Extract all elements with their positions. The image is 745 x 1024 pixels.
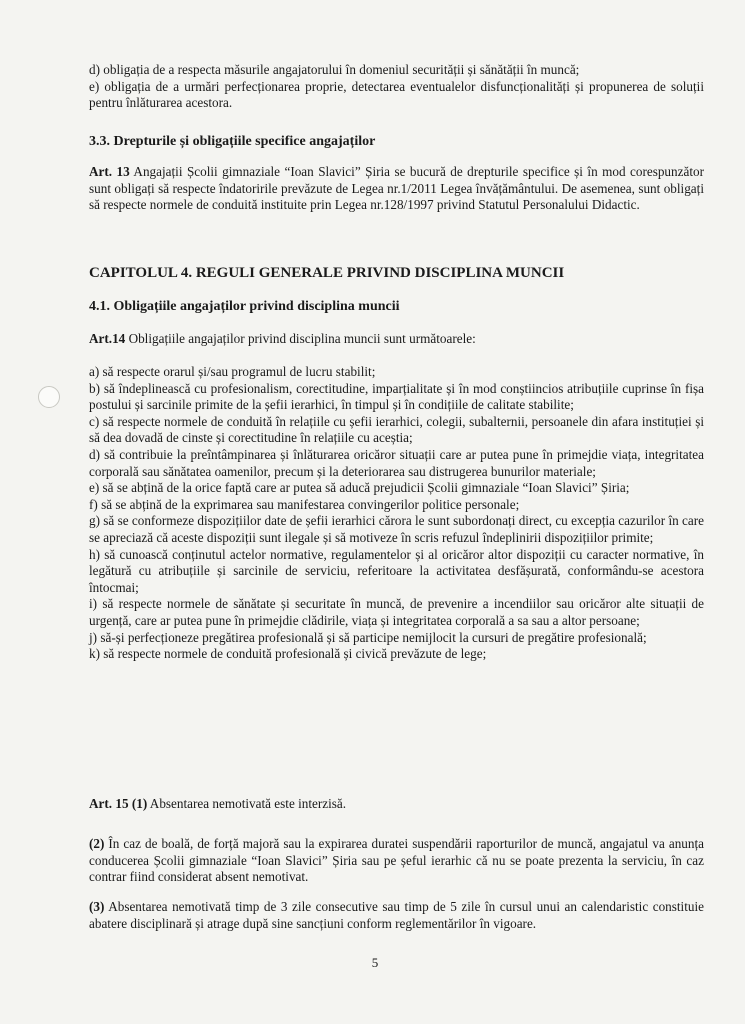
article-text: Angajații Școlii gimnaziale “Ioan Slavici” Șiria se bucură de drepturile specifice și în mod corespunzător sunt obligați să respecte îndatoririle prevăzute de Legea nr.1/2011 Legea învățământului. De asemenea, sunt obligați să respecte normele de conduită instituite prin Legea nr.128/1997 privind Statutul Personalului Didactic. [89, 164, 704, 213]
article-15-p3 [89, 899, 704, 932]
page-number: 5 [371, 955, 379, 970]
paragraph-label: (2) [89, 836, 105, 851]
article-text: Obligațiile angajaților privind disciplina muncii sunt următoarele: [125, 331, 476, 346]
paragraph-text: În caz de boală, de forță majoră sau la expirarea duratei suspendării raporturilor de muncă, angajatul va anunța conducerea Școlii gimnaziale “Ioan Slavici” Șiria sau pe șeful ierarhic că nu se poate prezenta la serviciu, în caz contrar fiind considerat absent nemotivat. [89, 836, 704, 885]
article-label: Art. 15 (1) [89, 796, 148, 811]
list-item: k) să respecte normele de conduită profesională și civică prevăzute de lege; [89, 646, 487, 662]
list-item: e) să se abțină de la orice faptă care ar putea să aducă prejudicii Școlii gimnaziale “Ioan Slavici” Șiria; [89, 480, 630, 496]
list-item: g) să se conformeze dispozițiilor date de șefii ierarhici cărora le sunt subordonați direct, cu excepția cazurilor în care se apreciază că aceste dispoziții sunt ilegale și să motiveze în scris refuzul îndeplinirii dispozițiilor primite; [89, 513, 704, 545]
list-item: f) să se abțină de la exprimarea sau manifestarea convingerilor politice personale; [89, 496, 520, 512]
article-14-intro [89, 331, 704, 348]
list-item: h) să cunoască conținutul actelor normative, regulamentelor și al oricăror altor dispoziții cu caracter normative, în legătură cu atribuțiile și sarcinile de serviciu, referitoare la activitatea desfășurată, conformându-se acestora întocmai; [89, 546, 704, 595]
list-item: j) să-și perfecționeze pregătirea profesională și să participe nemijlocit la cursuri de pregătire profesională; [89, 629, 647, 645]
section-4-1 [89, 298, 704, 315]
paragraph-label: (3) [89, 899, 105, 914]
article-15-p1 [89, 796, 704, 813]
list-item: c) să respecte normele de conduită în relațiile cu șefii ierarhici, colegii, subalternii, persoanele din afara instituției și să dea dovadă de cinste și corectitudine în relațiile cu aceștia; [89, 413, 704, 446]
list-item: e) obligația de a urmări perfecționarea proprie, detectarea eventualelor disfuncționalități și propunerea de soluții pentru înlăturarea acestora. [89, 78, 704, 111]
continued-obligations [89, 62, 704, 112]
list-item: b) să îndeplinească cu profesionalism, corectitudine, imparțialitate și în mod conștiincios atribuțiile cuprinse în fișa postului și sarcinile primite de la șefii ierarhici, în timpul și în condițiile de calitate stabilite; [89, 380, 704, 413]
list-item: i) să respecte normele de sănătate și securitate în muncă, de prevenire a incendiilor sau oricăror alte situații de urgență, care ar putea pune în primejdie clădirile, viața și integritatea corporală a sa sau a altor persoane; [89, 596, 704, 628]
chapter-4 [89, 265, 704, 282]
chapter-title: CAPITOLUL 4. REGULI GENERALE PRIVIND DISCIPLINA MUNCII [89, 265, 565, 281]
list-item: a) să respecte orarul și/sau programul de lucru stabilit; [89, 364, 376, 379]
list-item: d) obligația de a respecta măsurile angajatorului în domeniul securității și sănătății în muncă; [89, 62, 580, 77]
article-15-p2 [89, 836, 704, 886]
article-label: Art. 13 [89, 164, 130, 179]
article-label: Art.14 [89, 331, 126, 346]
section-heading: 3.3. Drepturile și obligațiile specifice angajaților [89, 134, 376, 149]
paragraph-text: Absentarea nemotivată timp de 3 zile consecutive sau timp de 5 zile în cursul unui an calendaristic constituie abatere disciplinară și atrage după sine sancțiuni conform reglementărilor în vigoare. [89, 899, 704, 931]
section-heading: 4.1. Obligațiile angajaților privind disciplina muncii [89, 299, 400, 314]
punch-hole [38, 386, 60, 408]
article-14-list [89, 364, 704, 663]
article-13 [89, 164, 704, 214]
article-text: Absentarea nemotivată este interzisă. [147, 796, 347, 811]
section-3-3 [89, 133, 704, 150]
list-item: d) să contribuie la preîntâmpinarea și înlăturarea oricăror situații care ar putea pune în primejdie viața, integritatea corporală sau sănătatea oamenilor, precum și la deteriorarea sau distrugerea bunurilor materiale; [89, 446, 704, 479]
